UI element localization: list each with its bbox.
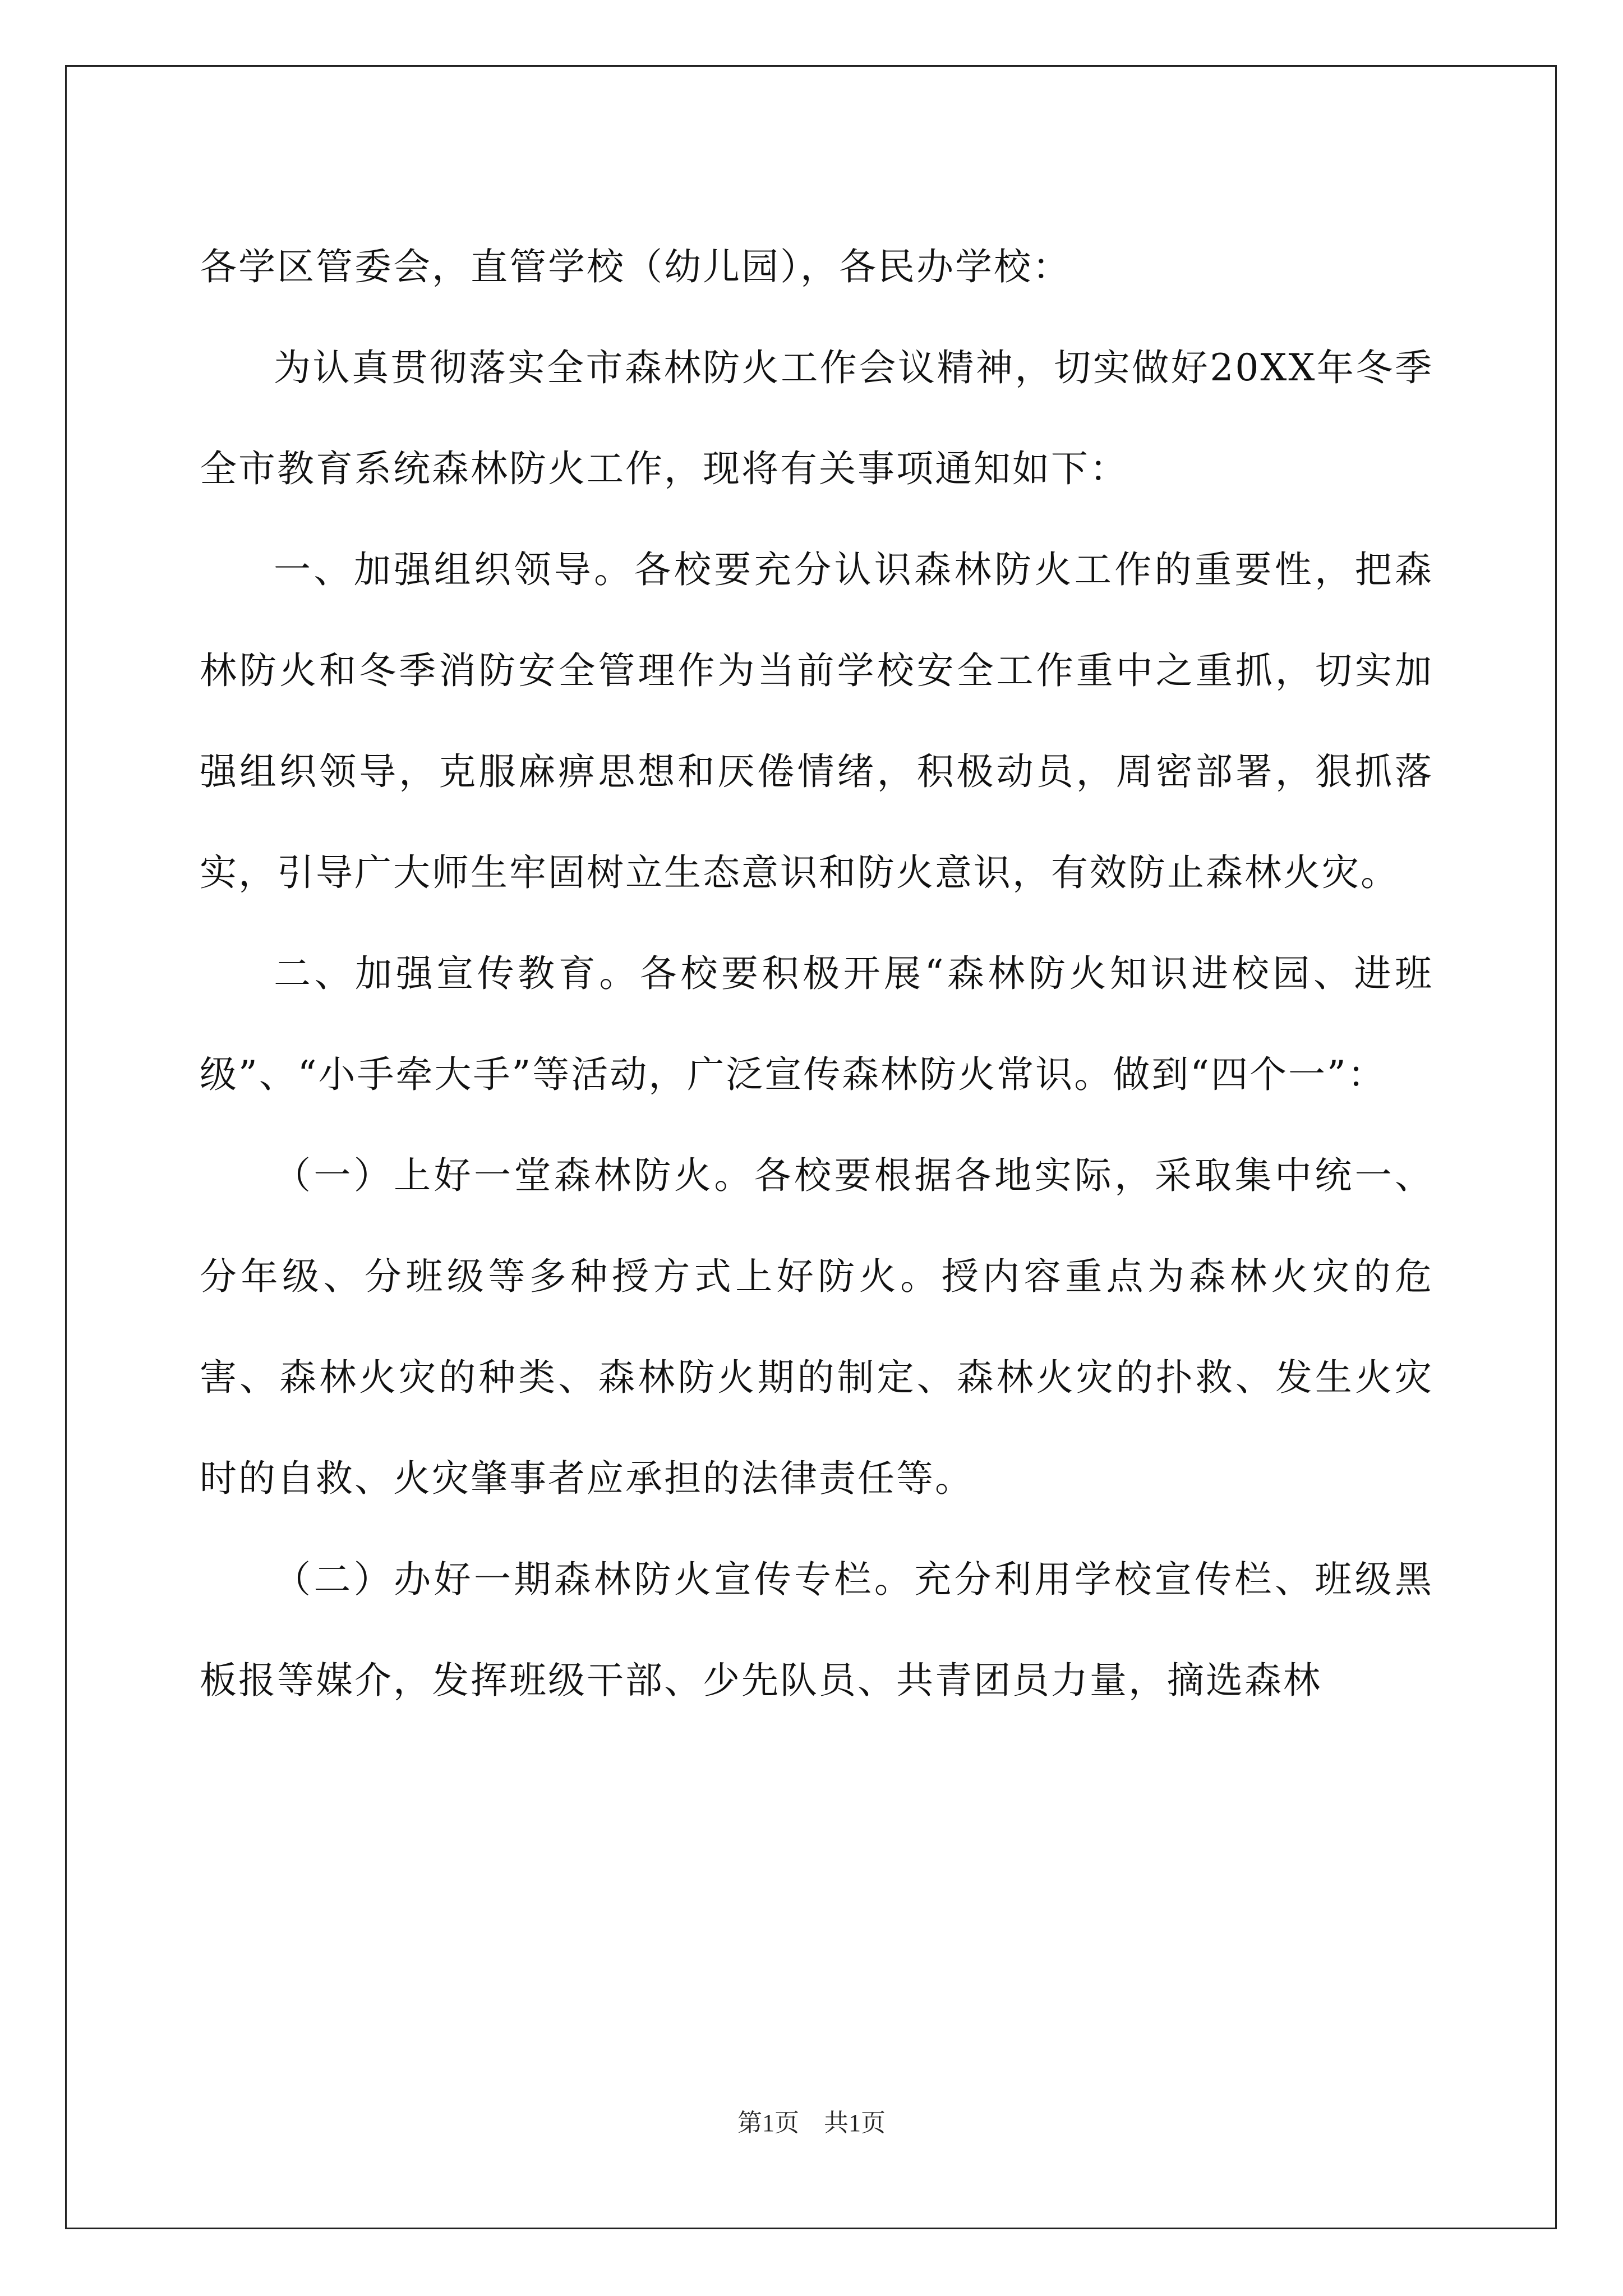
paragraph-section-2: 二、加强宣传教育。各校要积极开展“森林防火知识进校园、进班级”、“小手牵大手”等活动，广泛宣传森林防火常识。做到“四个一”：: [200, 952, 1433, 1096]
paragraph-subsection-1: （一）上好一堂森林防火。各校要根据各地实际，采取集中统一、分年级、分班级等多种授方式上好防火。授内容重点为森林火灾的危害、森林火灾的种类、森林防火期的制定、森林火灾的扑救、发生火灾时的自救、火灾肇事者应承担的法律责任等。: [200, 1154, 1433, 1500]
paragraph-section-1: 一、加强组织领导。各校要充分认识森林防火工作的重要性，把森林防火和冬季消防安全管理作为当前学校安全工作重中之重抓，切实加强组织领导，克服麻痹思想和厌倦情绪，积极动员，周密部署，狠抓落实，引导广大师生牢固树立生态意识和防火意识，有效防止森林火灾。: [200, 548, 1433, 894]
salutation: 各学区管委会，直管学校（幼儿园），各民办学校：: [200, 245, 1071, 288]
paragraph-subsection-2: （二）办好一期森林防火宣传专栏。充分利用学校宣传栏、班级黑板报等媒介，发挥班级干部、少先队员、共青团员力量，摘选森林: [200, 1558, 1433, 1702]
document-body: [200, 217, 1433, 1731]
paragraph-intro: 为认真贯彻落实全市森林防火工作会议精神，切实做好20XX年冬季全市教育系统森林防火工作，现将有关事项通知如下：: [200, 346, 1433, 490]
page-number-footer: 第1页 共1页: [737, 2109, 886, 2137]
